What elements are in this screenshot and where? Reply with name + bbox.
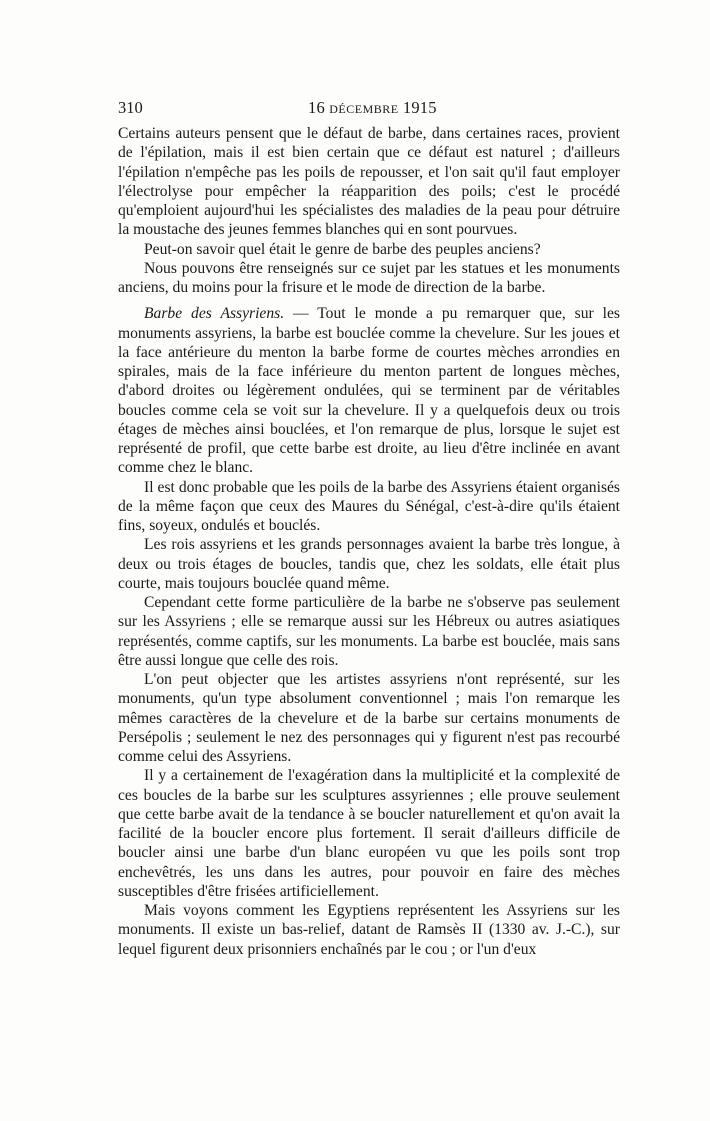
- page-number: 310: [118, 98, 143, 117]
- paragraph: Il y a certainement de l'exagération dans la multiplicité et la complexité de ces boucles de la barbe sur les sculptures assyriennes ; elle prouve seulement que cette barbe avait de la tendance à se boucler naturellement et qu'on avait la facilité de la boucler encore plus fortement. Il serait d'ailleurs difficile de boucler ainsi une barbe d'un blanc européen vu que les poils sont trop enchevêtrés, les uns dans les autres, pour pouvoir en faire des mèches susceptibles d'être frisées artificiellement.: [118, 767, 620, 900]
- paragraph: Nous pouvons être renseignés sur ce sujet par les statues et les monuments anciens, du moins pour la frisure et le mode de direction de la barbe.: [118, 259, 620, 296]
- body-text: [118, 124, 620, 959]
- paragraph: Les rois assyriens et les grands personnages avaient la barbe très longue, à deux ou trois étages de boucles, tandis que, chez les soldats, elle était plus courte, mais toujours bouclée quand même.: [118, 536, 620, 592]
- running-head-date: [308, 98, 437, 118]
- running-header: [118, 98, 620, 120]
- paragraph: Certains auteurs pensent que le défaut de barbe, dans certaines races, provient de l'épilation, mais il est bien certain que ce défaut est naturel ; d'ailleurs l'épilation n'empêche pas les poils de repousser, et l'on sait qu'il faut employer l'électrolyse pour empêcher la réapparition des poils; c'est le procédé qu'emploient aujourd'hui les spécialistes des maladies de la peau pour détruire la moustache des jeunes femmes blanches qui en sont pourvues.: [118, 125, 620, 239]
- paragraph: L'on peut objecter que les artistes assyriens n'ont représenté, sur les monuments, qu'un type absolument conventionnel ; mais l'on remarque les mêmes caractères de la chevelure et de la barbe sur certains monuments de Persépolis ; seulement le nez des personnages qui y figurent n'est pas recourbé comme celui des Assyriens.: [118, 671, 620, 765]
- run-in-heading: Barbe des Assyriens.: [144, 305, 285, 323]
- date-month: DÉCEMBRE: [329, 102, 399, 116]
- paragraph: Peut-on savoir quel était le genre de barbe des peuples anciens?: [144, 240, 541, 258]
- paragraph: Mais voyons comment les Egyptiens représentent les Assyriens sur les monuments. Il existe un bas-relief, datant de Ramsès II (1330 av. J.-C.), sur lequel figurent deux prisonniers enchaînés par le cou ; or l'un d'eux: [118, 902, 620, 958]
- paragraph-text: — Tout le monde a pu remarquer que, sur les monuments assyriens, la barbe est bouclée comme la chevelure. Sur les joues et la face antérieure du menton la barbe forme de courtes mèches arrondies en spirales, mais de la face inférieure du menton partent de longues mèches, d'abord droites ou légèrement ondulées, qui se terminent par de véritables boucles comme cela se voit sur la chevelure. Il y a quelquefois deux ou trois étages de mèches ainsi bouclées, et l'on remarque de plus, lorsque le sujet est représenté de profil, que cette barbe est droite, au lieu d'être inclinée en avant comme chez le blanc.: [118, 305, 620, 477]
- paragraph: Il est donc probable que les poils de la barbe des Assyriens étaient organisés de la même façon que ceux des Maures du Sénégal, c'est-à-dire qu'ils étaient fins, soyeux, ondulés et bouclés.: [118, 478, 620, 534]
- date-day: 16: [308, 98, 325, 117]
- section-paragraph-assyriens: [118, 304, 620, 477]
- paragraph: Cependant cette forme particulière de la barbe ne s'observe pas seulement sur les Assyriens ; elle se remarque aussi sur les Hébreux ou autres asiatiques représentés, comme captifs, sur les monuments. La barbe est bouclée, mais sans être aussi longue que celle des rois.: [118, 594, 620, 669]
- date-year: 1915: [402, 98, 437, 117]
